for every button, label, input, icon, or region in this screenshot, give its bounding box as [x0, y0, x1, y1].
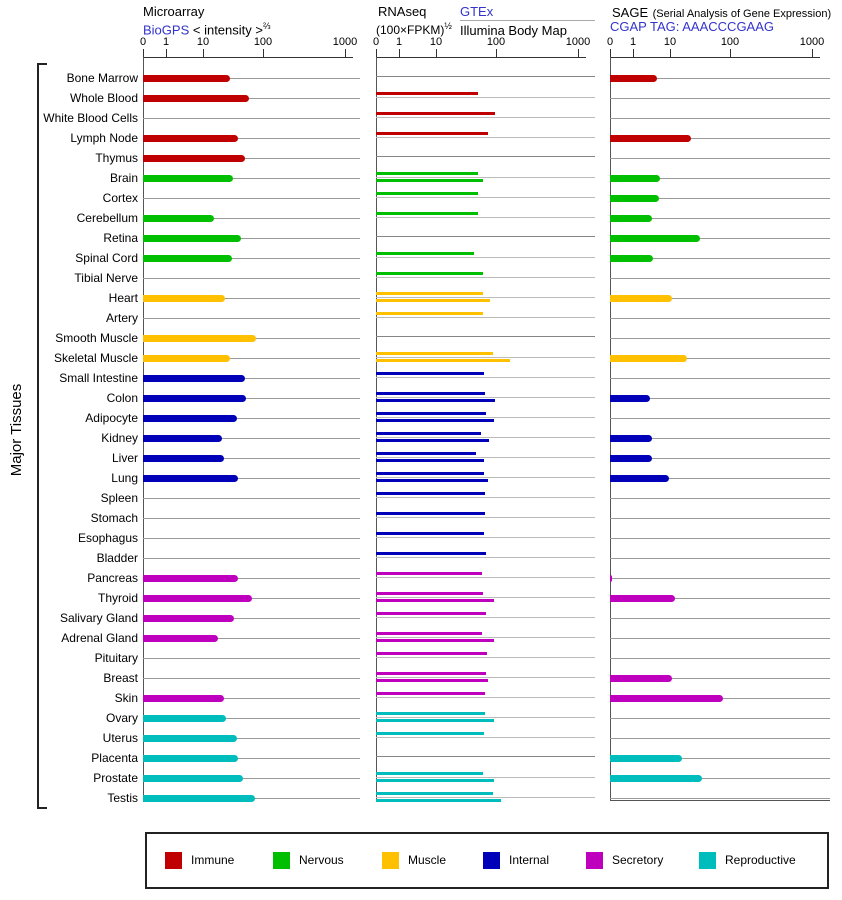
bar-microarray	[143, 755, 238, 762]
tissue-label: Cerebellum	[76, 211, 138, 225]
bar-sage	[610, 175, 660, 182]
bar-microarray	[143, 175, 233, 182]
x-axis-line	[610, 57, 820, 58]
bar-rnaseq-gtex	[376, 632, 482, 635]
bar-rnaseq-gtex	[376, 432, 481, 435]
bar-rnaseq-gtex	[376, 412, 486, 415]
bar-rnaseq-gtex	[376, 132, 488, 135]
bar-sage	[610, 195, 659, 202]
tissue-label: Brain	[109, 171, 138, 185]
bar-rnaseq-gtex	[376, 192, 478, 195]
axis-tick-label: 0	[372, 36, 380, 48]
bar-rnaseq-gtex	[376, 492, 485, 495]
bar-rnaseq-gtex	[376, 552, 486, 555]
bar-rnaseq-gtex	[376, 352, 493, 355]
tissue-label: Pancreas	[87, 571, 138, 585]
grid-line-rnaseq	[376, 597, 595, 598]
grid-line-sage	[610, 798, 830, 799]
bar-rnaseq-gtex	[376, 452, 476, 455]
grid-line-rnaseq	[376, 537, 595, 538]
gtex-link[interactable]: GTEx	[460, 4, 494, 19]
bar-rnaseq-gtex	[376, 92, 478, 95]
sage-subtitle: (Serial Analysis of Gene Expression)	[652, 8, 832, 20]
bar-sage	[610, 455, 652, 462]
bar-microarray	[143, 335, 256, 342]
bar-rnaseq-gtex	[376, 292, 483, 295]
bar-microarray	[143, 355, 230, 362]
bar-rnaseq-gtex	[376, 532, 484, 535]
grid-line-rnaseq	[376, 397, 595, 398]
grid-line-microarray	[143, 498, 360, 499]
tissue-label: White Blood Cells	[43, 111, 138, 125]
bar-microarray	[143, 695, 224, 702]
tissue-label: Colon	[106, 391, 138, 405]
axis-tick	[263, 49, 264, 58]
bar-sage	[610, 435, 652, 442]
grid-line-rnaseq	[376, 257, 595, 258]
bar-rnaseq-illumina	[376, 479, 488, 482]
tissue-label: Lung	[111, 471, 138, 485]
grid-line-sage	[610, 338, 830, 339]
axis-tick	[496, 49, 497, 58]
bar-sage	[610, 575, 612, 582]
panel-title-microarray: Microarray	[143, 4, 205, 19]
bar-sage	[610, 475, 669, 482]
grid-line-microarray	[143, 558, 360, 559]
axis-tick-label: 1000	[565, 36, 591, 48]
grid-line-rnaseq	[376, 737, 595, 738]
bar-sage	[610, 355, 687, 362]
bar-microarray	[143, 595, 252, 602]
grid-line-rnaseq	[376, 717, 595, 718]
bar-rnaseq-gtex	[376, 732, 484, 735]
bar-rnaseq-illumina	[376, 639, 494, 642]
grid-line-rnaseq	[376, 217, 595, 218]
bar-rnaseq-gtex	[376, 472, 484, 475]
bar-rnaseq-gtex	[376, 172, 478, 175]
x-axis-line	[143, 57, 353, 58]
axis-tick-label: 1	[162, 36, 170, 48]
tissue-label: Skeletal Muscle	[53, 351, 138, 365]
bar-rnaseq-gtex	[376, 252, 474, 255]
legend-label: Reproductive	[725, 853, 796, 867]
panel-title-rnaseq: RNAseq	[378, 4, 427, 19]
grid-line-rnaseq	[376, 377, 595, 378]
grid-line-sage	[610, 98, 830, 99]
tissue-label: Bladder	[96, 551, 138, 565]
tissue-label: Artery	[105, 311, 138, 325]
grid-line-rnaseq	[376, 277, 595, 278]
bar-sage	[610, 295, 672, 302]
grid-line-microarray	[143, 198, 360, 199]
grid-line-sage	[610, 418, 830, 419]
grid-line-rnaseq	[376, 117, 595, 118]
axis-tick-label: 100	[253, 36, 273, 48]
grid-line-microarray	[143, 118, 360, 119]
axis-tick-label: 1	[395, 36, 403, 48]
sage-tag-text: TAG: AAACCCGAAG	[650, 19, 775, 34]
bar-rnaseq-gtex	[376, 512, 485, 515]
grid-line-rnaseq	[376, 677, 595, 678]
bar-rnaseq-gtex	[376, 692, 485, 695]
grid-line-rnaseq	[376, 517, 595, 518]
grid-line-rnaseq	[376, 357, 595, 358]
grid-line-rnaseq	[376, 697, 595, 698]
bar-microarray	[143, 395, 246, 402]
axis-tick	[670, 49, 671, 58]
legend-swatch-nervous	[273, 852, 290, 869]
grid-line-sage	[610, 718, 830, 719]
axis-tick-label: 100	[720, 36, 740, 48]
sage-bottom-border	[610, 800, 830, 801]
tissue-label: Adrenal Gland	[61, 631, 138, 645]
bar-microarray	[143, 735, 237, 742]
grid-line-sage	[610, 118, 830, 119]
legend-swatch-immune	[165, 852, 182, 869]
rnaseq-exponent: ½	[444, 21, 452, 31]
bar-rnaseq-gtex	[376, 212, 478, 215]
grid-line-microarray	[143, 318, 360, 319]
grid-line-rnaseq	[376, 477, 595, 478]
bar-sage	[610, 755, 682, 762]
bar-microarray	[143, 715, 226, 722]
grid-line-microarray	[143, 538, 360, 539]
cgap-link[interactable]: CGAP	[610, 19, 647, 34]
bar-rnaseq-illumina	[376, 359, 510, 362]
grid-line-rnaseq	[376, 97, 595, 98]
bar-microarray	[143, 615, 234, 622]
axis-tick-label: 1000	[799, 36, 825, 48]
grid-line-sage	[610, 278, 830, 279]
biogps-link[interactable]: BioGPS	[143, 22, 190, 38]
axis-tick	[633, 49, 634, 58]
bar-sage	[610, 255, 653, 262]
bar-rnaseq-gtex	[376, 572, 482, 575]
bar-rnaseq-illumina	[376, 599, 494, 602]
grid-line-sage	[610, 658, 830, 659]
tissue-label: Ovary	[105, 711, 138, 725]
bar-rnaseq-illumina	[376, 459, 484, 462]
tissue-label: Spinal Cord	[75, 251, 138, 265]
bar-sage	[610, 215, 652, 222]
axis-tick	[166, 49, 167, 58]
grid-line-rnaseq	[376, 577, 595, 578]
grid-line-rnaseq	[376, 317, 595, 318]
tissue-label: Breast	[103, 671, 138, 685]
axis-tick	[730, 49, 731, 58]
tissue-label: Kidney	[101, 431, 138, 445]
bar-rnaseq-illumina	[376, 299, 490, 302]
tissue-label: Bone Marrow	[66, 71, 138, 85]
bar-microarray	[143, 155, 245, 162]
bar-rnaseq-gtex	[376, 792, 493, 795]
grid-line-rnaseq	[376, 197, 595, 198]
microarray-exponent: ⅔	[262, 21, 271, 31]
axis-tick-label: 10	[196, 36, 210, 48]
bar-rnaseq-gtex	[376, 272, 483, 275]
bar-microarray	[143, 435, 222, 442]
tissue-label: Esophagus	[77, 531, 138, 545]
bar-microarray	[143, 575, 238, 582]
legend-label: Internal	[509, 853, 550, 867]
bar-microarray	[143, 235, 241, 242]
bar-microarray	[143, 295, 225, 302]
grid-line-rnaseq	[376, 76, 595, 77]
bar-sage	[610, 675, 672, 682]
tissue-label: Whole Blood	[69, 91, 138, 105]
bar-microarray	[143, 95, 249, 102]
legend-label: Nervous	[299, 853, 344, 867]
axis-tick-label: 10	[663, 36, 677, 48]
grid-line-rnaseq	[376, 756, 595, 757]
bar-rnaseq-gtex	[376, 312, 483, 315]
tissue-label: Lymph Node	[70, 131, 138, 145]
axis-tick-label: 10	[429, 36, 443, 48]
legend-swatch-secretory	[586, 852, 603, 869]
bar-rnaseq-illumina	[376, 179, 483, 182]
legend-label: Immune	[191, 853, 235, 867]
grid-line-rnaseq	[376, 797, 595, 798]
legend-label: Secretory	[612, 853, 664, 867]
legend-label: Muscle	[408, 853, 447, 867]
tissue-label: Thyroid	[97, 591, 138, 605]
bar-rnaseq-gtex	[376, 652, 487, 655]
bar-microarray	[143, 255, 232, 262]
tissue-label: Retina	[103, 231, 138, 245]
axis-tick	[436, 49, 437, 58]
y-axis-line	[610, 57, 611, 801]
tissue-label: Placenta	[91, 751, 138, 765]
legend	[145, 832, 829, 889]
bar-rnaseq-gtex	[376, 372, 484, 375]
axis-tick-label: 1000	[332, 36, 358, 48]
bar-sage	[610, 775, 702, 782]
axis-tick	[399, 49, 400, 58]
tissue-label: Adipocyte	[85, 411, 138, 425]
bar-microarray	[143, 375, 245, 382]
tissue-label: Skin	[114, 691, 138, 705]
bar-rnaseq-illumina	[376, 779, 494, 782]
bar-sage	[610, 135, 691, 142]
axis-tick-label: 1	[629, 36, 637, 48]
grid-line-microarray	[143, 278, 360, 279]
bar-rnaseq-gtex	[376, 772, 483, 775]
grid-line-rnaseq	[376, 617, 595, 618]
grid-line-rnaseq	[376, 336, 595, 337]
grid-line-rnaseq	[376, 177, 595, 178]
bar-rnaseq-illumina	[376, 419, 494, 422]
bar-microarray	[143, 455, 224, 462]
y-axis-line	[376, 57, 377, 801]
legend-swatch-internal	[483, 852, 500, 869]
grid-line-rnaseq	[376, 777, 595, 778]
bar-microarray	[143, 635, 218, 642]
grid-line-rnaseq	[376, 557, 595, 558]
bar-sage	[610, 395, 650, 402]
grid-line-microarray	[143, 518, 360, 519]
tissue-label: Uterus	[102, 731, 138, 745]
tissue-label: Tibial Nerve	[74, 271, 138, 285]
grid-line-rnaseq	[376, 637, 595, 638]
axis-tick-label: 0	[139, 36, 147, 48]
grid-line-rnaseq	[376, 437, 595, 438]
grid-line-sage	[610, 738, 830, 739]
grid-line-sage	[610, 638, 830, 639]
tissue-label: Prostate	[93, 771, 138, 785]
grid-line-rnaseq	[376, 417, 595, 418]
tissue-label: Smooth Muscle	[55, 331, 138, 345]
grid-line-rnaseq	[376, 497, 595, 498]
grid-line-sage	[610, 498, 830, 499]
grid-line-rnaseq	[376, 137, 595, 138]
grid-line-rnaseq	[376, 297, 595, 298]
grid-line-rnaseq	[376, 457, 595, 458]
bar-microarray	[143, 75, 230, 82]
legend-swatch-muscle	[382, 852, 399, 869]
bar-rnaseq-illumina	[376, 719, 494, 722]
x-axis-line	[376, 57, 586, 58]
tissue-label: Thymus	[95, 151, 138, 165]
grid-line-microarray	[143, 658, 360, 659]
bar-rnaseq-gtex	[376, 712, 485, 715]
bar-microarray	[143, 795, 255, 802]
rnaseq-units: (100×FPKM)$^{\frac{1}{2}}$	[376, 21, 452, 37]
tissue-label: Pituitary	[94, 651, 138, 665]
bar-microarray	[143, 215, 214, 222]
axis-tick	[812, 49, 813, 58]
grid-line-sage	[610, 378, 830, 379]
grid-line-sage	[610, 618, 830, 619]
axis-tick	[345, 49, 346, 58]
grid-line-sage	[610, 538, 830, 539]
bar-microarray	[143, 475, 238, 482]
y-axis-line	[143, 57, 144, 801]
grid-line-rnaseq	[376, 156, 595, 157]
panel-title-sage: SAGE (Serial Analysis of Gene Expression)	[612, 5, 832, 20]
axis-tick-label: 100	[486, 36, 506, 48]
grid-line-sage	[610, 578, 830, 579]
tissue-label: Cortex	[102, 191, 138, 205]
tissue-label: Liver	[111, 451, 138, 465]
tissue-label: Stomach	[90, 511, 138, 525]
grid-line-rnaseq	[376, 236, 595, 237]
bar-rnaseq-gtex	[376, 672, 486, 675]
bar-rnaseq-gtex	[376, 112, 495, 115]
tissue-label: Salivary Gland	[59, 611, 138, 625]
bar-rnaseq-illumina	[376, 679, 488, 682]
grid-line-sage	[610, 158, 830, 159]
bar-sage	[610, 75, 657, 82]
grid-line-rnaseq	[376, 657, 595, 658]
bar-microarray	[143, 775, 243, 782]
grid-line-sage	[610, 558, 830, 559]
tissue-label: Spleen	[100, 491, 138, 505]
bar-rnaseq-illumina	[376, 439, 489, 442]
bar-sage	[610, 235, 700, 242]
bar-rnaseq-gtex	[376, 612, 486, 615]
bar-microarray	[143, 415, 237, 422]
bar-microarray	[143, 135, 238, 142]
bar-sage	[610, 695, 723, 702]
bar-rnaseq-gtex	[376, 392, 485, 395]
tissue-label: Testis	[107, 791, 138, 805]
legend-swatch-reproductive	[699, 852, 716, 869]
bar-rnaseq-gtex	[376, 592, 483, 595]
grid-line-microarray	[143, 678, 360, 679]
bar-rnaseq-illumina	[376, 799, 501, 802]
bar-sage	[610, 595, 675, 602]
axis-tick	[203, 49, 204, 58]
grid-line-sage	[610, 318, 830, 319]
tissue-label: Heart	[108, 291, 138, 305]
illumina-body-map-label: Illumina Body Map	[460, 23, 567, 38]
axis-tick-label: 0	[606, 36, 614, 48]
axis-tick	[578, 49, 579, 58]
tissue-label: Small Intestine	[59, 371, 138, 385]
y-axis-title: Major Tissues	[8, 383, 25, 477]
bar-rnaseq-illumina	[376, 399, 495, 402]
grid-line-sage	[610, 518, 830, 519]
microarray-units: < intensity >	[192, 22, 263, 38]
